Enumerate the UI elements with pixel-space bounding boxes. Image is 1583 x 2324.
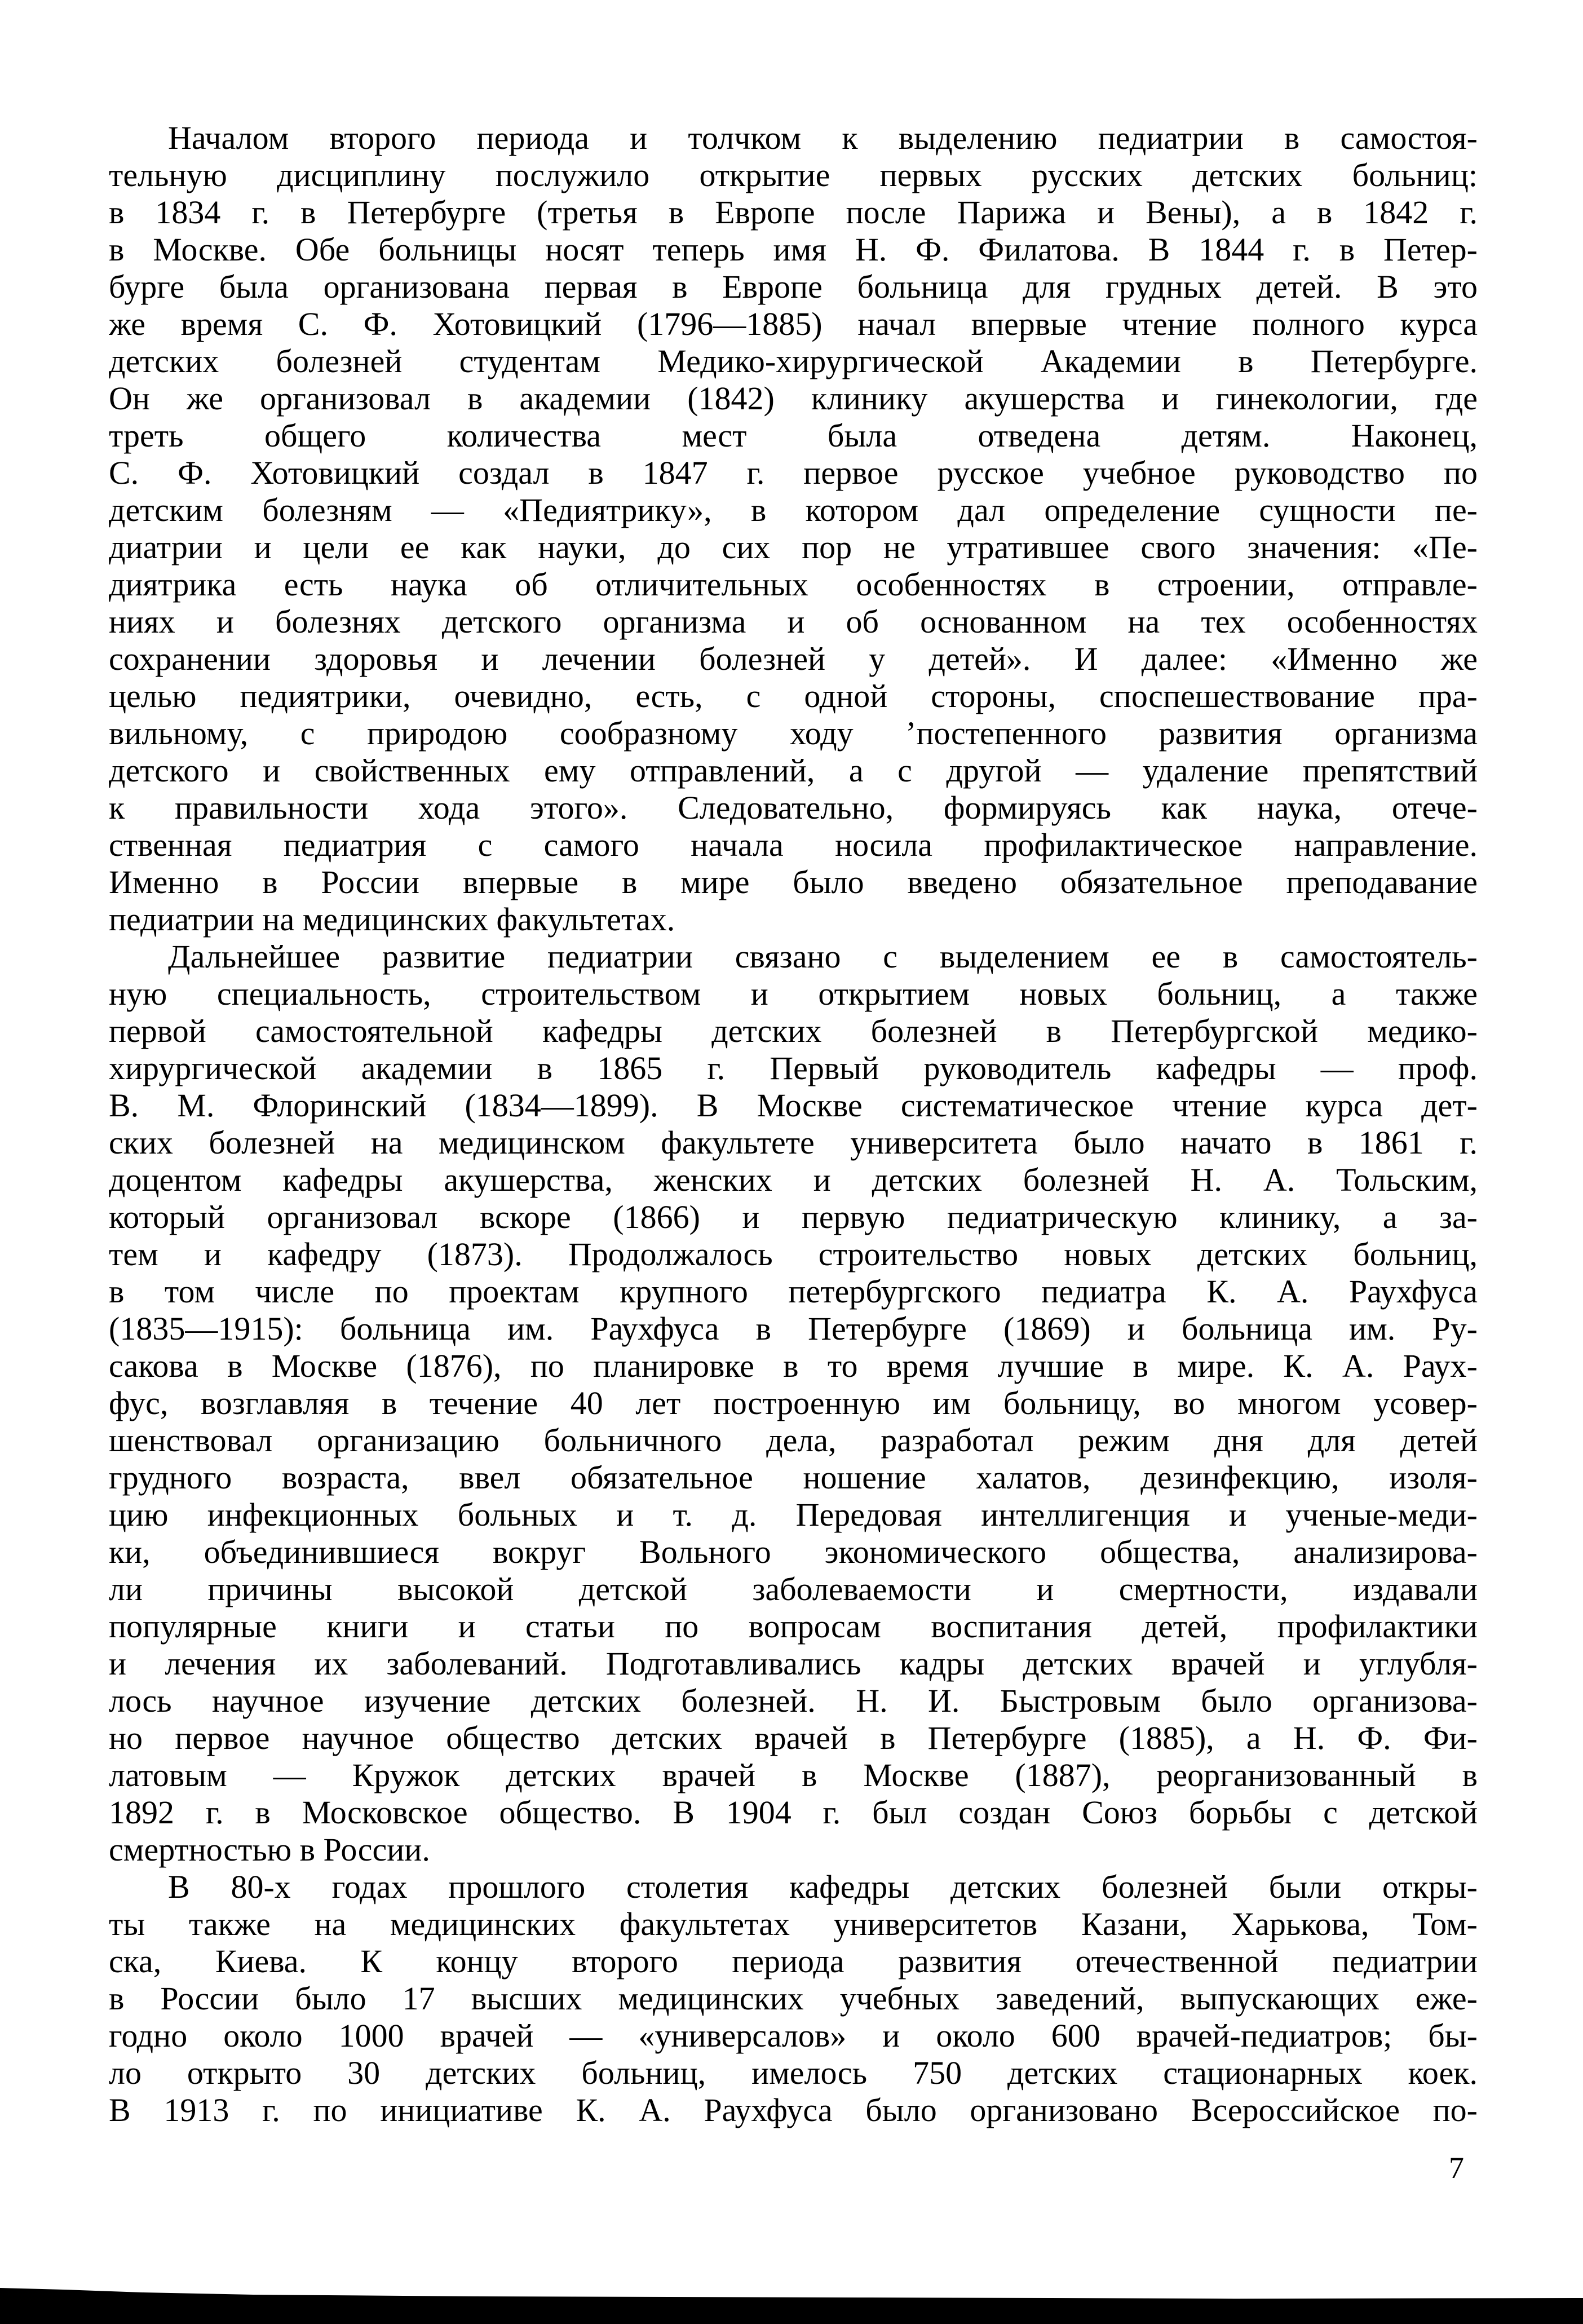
text-line: педиатрии на медицинских факультетах. bbox=[109, 901, 675, 938]
text-line: С. Ф. Хотовицкий создал в 1847 г. первое русское учебное руководство по bbox=[109, 454, 1478, 491]
text-line: шенствовал организацию больничного дела, разработал режим дня для детей bbox=[109, 1422, 1478, 1459]
text-line: ских болезней на медицинском факультете университета было начато в 1861 г. bbox=[109, 1124, 1478, 1161]
page-number: 7 bbox=[1449, 2151, 1464, 2185]
text-line: и лечения их заболеваний. Подготавливались кадры детских врачей и углубля- bbox=[109, 1645, 1478, 1682]
text-line: в России было 17 высших медицинских учебных заведений, выпускающих еже- bbox=[109, 1980, 1478, 2017]
text-line: диятрика есть наука об отличительных особенностях в строении, отправле- bbox=[109, 566, 1478, 603]
text-line: который организовал вскоре (1866) и первую педиатрическую клинику, а за- bbox=[109, 1199, 1478, 1235]
text-line: детским болезням — «Педиятрику», в котором дал определение сущности пе- bbox=[109, 492, 1478, 528]
text-line: (1835—1915): больница им. Раухфуса в Петербурге (1869) и больница им. Ру- bbox=[109, 1310, 1478, 1347]
text-line: ты также на медицинских факультетах университетов Казани, Харькова, Том- bbox=[109, 1906, 1478, 1942]
text-line: вильному, с природою сообразному ходу ʼпостепенного развития организма bbox=[109, 715, 1478, 752]
text-line: ственная педиатрия с самого начала носила профилактическое направление. bbox=[109, 827, 1478, 863]
text-line: сакова в Москве (1876), по планировке в то время лучшие в мире. К. А. Раух- bbox=[109, 1347, 1478, 1384]
text-line: смертностью в России. bbox=[109, 1831, 430, 1868]
text-line: Именно в России впервые в мире было введено обязательное преподавание bbox=[109, 864, 1478, 900]
text-line: хирургической академии в 1865 г. Первый руководитель кафедры — проф. bbox=[109, 1050, 1478, 1086]
text-line: ниях и болезнях детского организма и об основанном на тех особенностях bbox=[109, 603, 1478, 640]
text-line: лось научное изучение детских болезней. Н. И. Быстровым было организова- bbox=[109, 1682, 1478, 1719]
text-line: детского и свойственных ему отправлений, а с другой — удаление препятствий bbox=[109, 752, 1478, 789]
text-line: тельную дисциплину послужило открытие первых русских детских больниц: bbox=[109, 157, 1478, 193]
text-line: Дальнейшее развитие педиатрии связано с выделением ее в самостоятель- bbox=[168, 938, 1478, 975]
text-line: доцентом кафедры акушерства, женских и детских болезней Н. А. Тольским, bbox=[109, 1161, 1478, 1198]
text-line: но первое научное общество детских врачей в Петербурге (1885), а Н. Ф. Фи- bbox=[109, 1720, 1478, 1756]
text-line: диатрии и цели ее как науки, до сих пор не утратившее свого значения: «Пе- bbox=[109, 529, 1478, 565]
text-line: латовым — Кружок детских врачей в Москве (1887), реорганизованный в bbox=[109, 1757, 1478, 1793]
text-line: в Москве. Обе больницы носят теперь имя Н. Ф. Филатова. В 1844 г. в Петер- bbox=[109, 231, 1478, 268]
text-line: треть общего количества мест была отведена детям. Наконец, bbox=[109, 417, 1478, 454]
text-line: фус, возглавляя в течение 40 лет построенную им больницу, во многом усовер- bbox=[109, 1385, 1478, 1421]
text-line: в том числе по проектам крупного петербургского педиатра К. А. Раухфуса bbox=[109, 1273, 1478, 1310]
text-line: ли причины высокой детской заболеваемости и смертности, издавали bbox=[109, 1571, 1478, 1607]
text-line: Он же организовал в академии (1842) клинику акушерства и гинекологии, где bbox=[109, 380, 1478, 417]
text-line: сохранении здоровья и лечении болезней у детей». И далее: «Именно же bbox=[109, 640, 1478, 677]
text-line: тем и кафедру (1873). Продолжалось строительство новых детских больниц, bbox=[109, 1236, 1478, 1273]
text-line: Началом второго периода и толчком к выделению педиатрии в самостоя- bbox=[168, 120, 1478, 156]
scan-artifact-bar bbox=[0, 2283, 1583, 2324]
text-line: ска, Киева. К концу второго периода развития отечественной педиатрии bbox=[109, 1943, 1478, 1980]
text-line: бурге была организована первая в Европе больница для грудных детей. В это bbox=[109, 268, 1478, 305]
text-line: В 80-х годах прошлого столетия кафедры детских болезней были откры- bbox=[168, 1868, 1478, 1905]
text-line: ки, объединившиеся вокруг Вольного экономического общества, анализирова- bbox=[109, 1534, 1478, 1570]
text-line: к правильности хода этого». Следовательно, формируясь как наука, отече- bbox=[109, 789, 1478, 826]
text-line: детских болезней студентам Медико-хирургической Академии в Петербурге. bbox=[109, 343, 1478, 379]
text-line: ную специальность, строительством и открытием новых больниц, а также bbox=[109, 975, 1478, 1012]
text-line: грудного возраста, ввел обязательное ношение халатов, дезинфекцию, изоля- bbox=[109, 1459, 1478, 1496]
text-line: целью педиятрики, очевидно, есть, с одной стороны, споспешествование пра- bbox=[109, 678, 1478, 714]
text-line: годно около 1000 врачей — «универсалов» и около 600 врачей-педиатров; бы- bbox=[109, 2017, 1478, 2054]
text-line: в 1834 г. в Петербурге (третья в Европе после Парижа и Вены), а в 1842 г. bbox=[109, 194, 1478, 231]
text-line: же время С. Ф. Хотовицкий (1796—1885) начал впервые чтение полного курса bbox=[109, 306, 1478, 342]
text-line: первой самостоятельной кафедры детских болезней в Петербургской медико- bbox=[109, 1013, 1478, 1049]
text-line: ло открыто 30 детских больниц, имелось 750 детских стационарных коек. bbox=[109, 2055, 1478, 2091]
text-block bbox=[109, 120, 1478, 2129]
text-line: В. М. Флоринский (1834—1899). В Москве систематическое чтение курса дет- bbox=[109, 1087, 1478, 1124]
text-line: популярные книги и статьи по вопросам воспитания детей, профилактики bbox=[109, 1608, 1478, 1645]
text-line: 1892 г. в Московское общество. В 1904 г. был создан Союз борьбы с детской bbox=[109, 1794, 1478, 1831]
text-line: В 1913 г. по инициативе К. А. Раухфуса было организовано Всероссийское по- bbox=[109, 2092, 1478, 2128]
text-line: цию инфекционных больных и т. д. Передовая интеллигенция и ученые-меди- bbox=[109, 1496, 1478, 1533]
